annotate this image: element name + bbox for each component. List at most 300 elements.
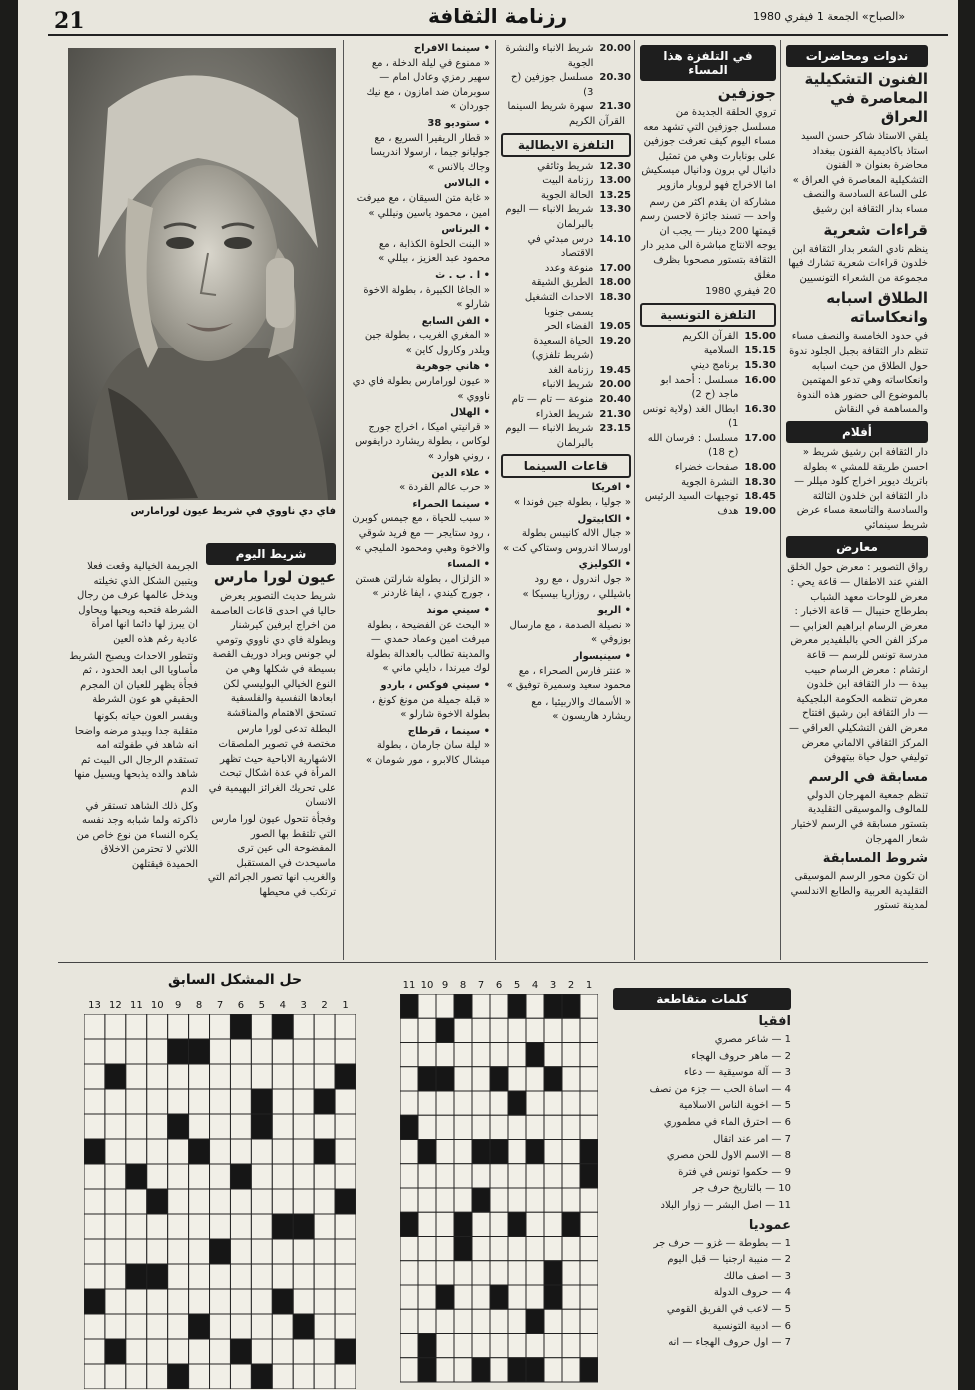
crossword-cell[interactable] — [418, 1358, 436, 1382]
crossword-cell[interactable] — [508, 1334, 526, 1358]
solution-cell — [105, 1289, 126, 1314]
crossword-cell[interactable] — [472, 1188, 490, 1212]
crossword-cell[interactable] — [454, 1334, 472, 1358]
crossword-clue: 3 — آلة موسيقية — دعاء — [684, 1067, 791, 1079]
crossword-cell[interactable] — [508, 1018, 526, 1042]
cinema-film: « عنتر فارس الصحراء ، مع محمود سعيد وسميرة توفيق » — [506, 665, 631, 692]
grid-column-number: 9 — [441, 980, 449, 991]
solution-cell — [189, 1214, 210, 1239]
crossword-cell[interactable] — [472, 1358, 490, 1382]
cinema-entry — [350, 360, 490, 404]
solution-cell — [251, 1189, 272, 1214]
crossword-cell[interactable] — [418, 1043, 436, 1067]
article-body: تروي الحلقة الجديدة من مسلسل جوزفين التي تشهد معه مساء اليوم كيف تعرفت جوزفين على بونابارت وهي من تمثيل دانيال لي برون ودانيال ميسكيش اما الاخراج فهو لروبار مازوير — [641, 107, 776, 191]
tv-tonight-banner: في التلفزة هذا المساء — [640, 45, 776, 81]
crossword-cell[interactable] — [562, 1261, 580, 1285]
crossword-cell[interactable] — [418, 1115, 436, 1139]
crossword-cell[interactable] — [436, 1067, 454, 1091]
crossword-cell[interactable] — [580, 1188, 598, 1212]
cinema-film: « حرب عالم القردة » — [399, 482, 490, 494]
crossword-cell[interactable] — [472, 994, 490, 1018]
crossword-cell[interactable] — [490, 1164, 508, 1188]
schedule-row — [501, 291, 631, 320]
crossword-cell[interactable] — [544, 1309, 562, 1333]
crossword-cell[interactable] — [580, 1091, 598, 1115]
crossword-cell[interactable] — [508, 1140, 526, 1164]
crossword-cell[interactable] — [454, 1212, 472, 1236]
solution-cell — [230, 1364, 251, 1389]
crossword-cell[interactable] — [508, 1212, 526, 1236]
solution-cell — [251, 1039, 272, 1064]
grid-column-number: 2 — [567, 980, 575, 991]
crossword-cell[interactable] — [544, 1334, 562, 1358]
crossword-cell[interactable] — [454, 1067, 472, 1091]
schedule-row — [501, 378, 631, 393]
crossword-cell[interactable] — [580, 1164, 598, 1188]
solution-cell — [335, 1089, 356, 1114]
crossword-cell[interactable] — [580, 1043, 598, 1067]
crossword-cell[interactable] — [544, 1018, 562, 1042]
crossword-cell[interactable] — [418, 1212, 436, 1236]
crossword-cell[interactable] — [544, 1140, 562, 1164]
crossword-cell[interactable] — [436, 994, 454, 1018]
crossword-clue: 4 — اساة الحب — جزء من نصف — [649, 1083, 791, 1095]
crossword-cell[interactable] — [490, 1188, 508, 1212]
crossword-cell[interactable] — [526, 1164, 544, 1188]
article-body: دار الثقافة ابن رشيق شريط « احسن طريقة للمشي » بطولة باتريك ديوير اخراج كلود ميللر — دار الثقافة ابن خلدون الثالثة والسادسة والتاسعة مساء عرض شريط سينمائي — [794, 446, 928, 531]
crossword-cell[interactable] — [526, 1309, 544, 1333]
crossword-cell[interactable] — [562, 1018, 580, 1042]
crossword-cell[interactable] — [436, 1358, 454, 1382]
crossword-cell[interactable] — [418, 1188, 436, 1212]
solution-cell — [126, 1189, 147, 1214]
solution-cell — [230, 1014, 251, 1039]
crossword-cell[interactable] — [454, 1358, 472, 1382]
crossword-cell[interactable] — [562, 1309, 580, 1333]
schedule-time: 18.45 — [744, 491, 776, 503]
solution-cell — [272, 1264, 293, 1289]
crossword-cell[interactable] — [400, 1212, 418, 1236]
grid-column-number: 5 — [258, 1000, 266, 1011]
crossword-cell[interactable] — [562, 1043, 580, 1067]
solution-cell — [210, 1089, 231, 1114]
crossword-cell[interactable] — [418, 994, 436, 1018]
crossword-cell[interactable] — [472, 1140, 490, 1164]
crossword-cell[interactable] — [544, 1164, 562, 1188]
solution-cell — [105, 1214, 126, 1239]
crossword-cell[interactable] — [436, 1212, 454, 1236]
crossword-cell[interactable] — [508, 1115, 526, 1139]
solution-cell — [84, 1164, 105, 1189]
solution-cell — [147, 1189, 168, 1214]
crossword-clue: 2 — منيبة ارجنيا — قبل اليوم — [667, 1254, 791, 1266]
crossword-cell[interactable] — [580, 1237, 598, 1261]
crossword-cell[interactable] — [580, 1334, 598, 1358]
crossword-cell[interactable] — [562, 1164, 580, 1188]
crossword-cell[interactable] — [562, 1140, 580, 1164]
crossword-cell[interactable] — [580, 1140, 598, 1164]
crossword-cell[interactable] — [418, 1164, 436, 1188]
crossword-cell[interactable] — [526, 1188, 544, 1212]
solution-cell — [210, 1189, 231, 1214]
crossword-cell[interactable] — [418, 1237, 436, 1261]
cinema-entry — [501, 696, 631, 725]
crossword-cell[interactable] — [454, 1261, 472, 1285]
exhibits-banner: معارض — [786, 536, 928, 558]
solution-cell — [272, 1314, 293, 1339]
crossword-cell[interactable] — [544, 994, 562, 1018]
crossword-cell[interactable] — [526, 1212, 544, 1236]
solution-cell — [335, 1164, 356, 1189]
solution-cell — [210, 1339, 231, 1364]
schedule-row — [501, 71, 631, 100]
crossword-cell[interactable] — [472, 1285, 490, 1309]
crossword-cell[interactable] — [436, 1309, 454, 1333]
crossword-clue: 8 — الاسم الاول للحن مصري — [666, 1150, 791, 1162]
crossword-cell[interactable] — [490, 1115, 508, 1139]
crossword-cell[interactable] — [472, 1091, 490, 1115]
solution-cell — [168, 1364, 189, 1389]
crossword-cell[interactable] — [544, 1115, 562, 1139]
crossword-cell[interactable] — [400, 1261, 418, 1285]
crossword-cell[interactable] — [562, 1334, 580, 1358]
crossword-cell[interactable] — [580, 994, 598, 1018]
crossword-cell[interactable] — [526, 1237, 544, 1261]
across-clues — [613, 1033, 791, 1214]
crossword-cell[interactable] — [400, 1018, 418, 1042]
crossword-cell[interactable] — [526, 1261, 544, 1285]
crossword-clue: 4 — حروف الدولة — [713, 1287, 791, 1299]
crossword-cell[interactable] — [400, 1285, 418, 1309]
solution-cell — [84, 1239, 105, 1264]
crossword-cell[interactable] — [544, 1188, 562, 1212]
header-rule — [48, 34, 948, 36]
crossword-cell[interactable] — [454, 1237, 472, 1261]
solution-cell — [230, 1189, 251, 1214]
crossword-cell[interactable] — [490, 1140, 508, 1164]
crossword-cell[interactable] — [526, 1285, 544, 1309]
crossword-cell[interactable] — [508, 1067, 526, 1091]
solution-cell — [168, 1339, 189, 1364]
crossword-cell[interactable] — [490, 1358, 508, 1382]
schedule-row — [501, 408, 631, 423]
solution-cell — [314, 1239, 335, 1264]
crossword-cell[interactable] — [508, 1188, 526, 1212]
solution-cell — [335, 1114, 356, 1139]
crossword-cell[interactable] — [580, 1067, 598, 1091]
crossword-cell[interactable] — [472, 1309, 490, 1333]
crossword-cell[interactable] — [454, 1285, 472, 1309]
solution-cell — [314, 1089, 335, 1114]
solution-cell — [189, 1239, 210, 1264]
solution-cell — [272, 1064, 293, 1089]
solution-cell — [105, 1189, 126, 1214]
crossword-cell[interactable] — [418, 1018, 436, 1042]
crossword-cell[interactable] — [490, 1285, 508, 1309]
solution-cell — [210, 1214, 231, 1239]
schedule-program: النشرة الجوية — [681, 476, 739, 488]
solution-cell — [84, 1289, 105, 1314]
schedule-program: رزنامة الغد — [548, 364, 594, 376]
cinema-hall: • سيني فوكس ، باردو — [380, 679, 490, 691]
deadline: 20 فيفري 1980 — [705, 286, 776, 298]
grid-column-number: 11 — [402, 980, 416, 991]
film-of-day-col-right — [206, 540, 336, 955]
crossword-cell[interactable] — [562, 1067, 580, 1091]
crossword-cell[interactable] — [400, 1188, 418, 1212]
crossword-cell[interactable] — [436, 1188, 454, 1212]
solution-grid — [84, 1000, 356, 1390]
crossword-cell[interactable] — [400, 1309, 418, 1333]
grid-column-number: 2 — [321, 1000, 328, 1011]
cinema-hall: • البالاس — [443, 178, 490, 190]
crossword-cell[interactable] — [580, 1212, 598, 1236]
cinema-film: « جوليا ، بطولة جين فوندا » — [513, 497, 631, 509]
actress-photo — [68, 48, 336, 500]
crossword-cell[interactable] — [490, 1212, 508, 1236]
solution-cell — [189, 1364, 210, 1389]
schedule-program: الاحداث التشغيل يسمى جنوبا — [524, 291, 594, 318]
crossword-cell[interactable] — [580, 1358, 598, 1382]
solution-cell — [168, 1289, 189, 1314]
crossword-cell[interactable] — [490, 1018, 508, 1042]
crossword-cell[interactable] — [580, 1285, 598, 1309]
schedule-row — [640, 403, 776, 432]
schedule-time: 14.10 — [599, 233, 631, 245]
solution-cell — [168, 1014, 189, 1039]
solution-cell — [314, 1214, 335, 1239]
crossword-cell[interactable] — [436, 1285, 454, 1309]
crossword-cell[interactable] — [508, 1043, 526, 1067]
crossword-cell[interactable] — [526, 1091, 544, 1115]
tunisian-tv-banner: التلفزة التونسية — [640, 303, 776, 327]
crossword-cell[interactable] — [418, 1285, 436, 1309]
crossword-cell[interactable] — [472, 1115, 490, 1139]
solution-cell — [272, 1114, 293, 1139]
grid-column-number: 7 — [216, 1000, 224, 1011]
crossword-cell[interactable] — [400, 1043, 418, 1067]
crossword-cell[interactable] — [526, 1115, 544, 1139]
article-title: مسابقة في الرسم — [808, 769, 928, 785]
crossword-cell[interactable] — [436, 1237, 454, 1261]
cinema-entry — [350, 223, 490, 267]
crossword-cell[interactable] — [508, 994, 526, 1018]
crossword-cell[interactable] — [562, 1188, 580, 1212]
cinema-film: « نصيلة الصدمة ، مع مارسال بوزوفي » — [509, 619, 631, 646]
crossword-cell[interactable] — [508, 1091, 526, 1115]
crossword-cell[interactable] — [454, 1115, 472, 1139]
crossword-cell[interactable] — [418, 1140, 436, 1164]
solution-cell — [230, 1314, 251, 1339]
solution-cell — [314, 1289, 335, 1314]
crossword-cell[interactable] — [544, 1043, 562, 1067]
crossword-cell[interactable] — [490, 1091, 508, 1115]
crossword-clue: 3 — اصف مالك — [723, 1270, 791, 1282]
crossword-cell[interactable] — [472, 1261, 490, 1285]
crossword-cell[interactable] — [436, 1018, 454, 1042]
crossword-cell[interactable] — [454, 1043, 472, 1067]
crossword-cell[interactable] — [508, 1261, 526, 1285]
grid-column-number: 4 — [531, 980, 539, 991]
crossword-cell[interactable] — [472, 1043, 490, 1067]
grid-column-number: 8 — [459, 980, 467, 991]
crossword-cell[interactable] — [472, 1018, 490, 1042]
crossword-cell[interactable] — [490, 1334, 508, 1358]
crossword-cell[interactable] — [580, 1309, 598, 1333]
schedule-time: 18.00 — [744, 462, 776, 474]
solution-cell — [105, 1014, 126, 1039]
crossword-cell[interactable] — [580, 1261, 598, 1285]
solution-cell — [105, 1164, 126, 1189]
crossword-cell[interactable] — [418, 1334, 436, 1358]
crossword-cell[interactable] — [436, 1140, 454, 1164]
film-body: وتتطور الاحداث ويصبح الشريط مأساويا الى ابعد الحدود ، ثم فجأة يظهر للعيان ان المجرم الحقيقي هو عون الشرطة — [69, 650, 198, 706]
crossword-cell[interactable] — [472, 1164, 490, 1188]
solution-cell — [105, 1064, 126, 1089]
schedule-row — [501, 42, 631, 71]
crossword-grid[interactable] — [400, 980, 598, 1380]
solution-cell — [272, 1164, 293, 1189]
crossword-cell[interactable] — [490, 1067, 508, 1091]
crossword-cell[interactable] — [562, 994, 580, 1018]
crossword-cell[interactable] — [544, 1358, 562, 1382]
crossword-cell[interactable] — [580, 1115, 598, 1139]
schedule-time: 20.00 — [599, 379, 631, 391]
cinema-hall: • هاني جوهرية — [415, 361, 490, 373]
crossword-cell[interactable] — [454, 1091, 472, 1115]
crossword-cell[interactable] — [562, 1358, 580, 1382]
crossword-cell[interactable] — [454, 1140, 472, 1164]
crossword-cell[interactable] — [436, 1091, 454, 1115]
solution-cell — [126, 1314, 147, 1339]
crossword-cell[interactable] — [544, 1285, 562, 1309]
crossword-cell[interactable] — [418, 1067, 436, 1091]
crossword-cell[interactable] — [490, 1261, 508, 1285]
crossword-cell[interactable] — [436, 1164, 454, 1188]
crossword-cell[interactable] — [562, 1237, 580, 1261]
solution-cell — [251, 1289, 272, 1314]
crossword-cell[interactable] — [418, 1309, 436, 1333]
schedule-time: 13.30 — [599, 204, 631, 216]
crossword-cell[interactable] — [526, 1334, 544, 1358]
crossword-grid-svg[interactable] — [400, 994, 598, 1384]
solution-cell — [293, 1189, 314, 1214]
crossword-cell[interactable] — [400, 1334, 418, 1358]
crossword-cell[interactable] — [418, 1091, 436, 1115]
crossword-cell[interactable] — [526, 1358, 544, 1382]
film-body: شريط حديث التصوير يعرض حاليا في احدى قاعات العاصمة من اخراج ايرفين كيرشنار وبطولة فاي دي ناووي وتومي لي جونس وبراد دوريف القصة بسيطة في شكلها وهي من النوع الخيالي البوليسي لكن ابعادها النفسية والفلسفية تستحق الاهتمام والمناقشة — [210, 591, 336, 719]
crossword-cell[interactable] — [562, 1091, 580, 1115]
crossword-cell[interactable] — [454, 1309, 472, 1333]
crossword-cell[interactable] — [472, 1067, 490, 1091]
crossword-cell[interactable] — [400, 1358, 418, 1382]
schedule-program: الطريق الشيقة — [531, 277, 594, 289]
crossword-cell[interactable] — [454, 1188, 472, 1212]
crossword-cell[interactable] — [400, 1140, 418, 1164]
crossword-cell[interactable] — [580, 1018, 598, 1042]
crossword-cell[interactable] — [472, 1212, 490, 1236]
crossword-cell[interactable] — [526, 1067, 544, 1091]
crossword-cell[interactable] — [400, 1164, 418, 1188]
crossword-cell[interactable] — [544, 1237, 562, 1261]
crossword-cell[interactable] — [526, 1140, 544, 1164]
crossword-cell[interactable] — [508, 1358, 526, 1382]
crossword-cell[interactable] — [400, 1067, 418, 1091]
crossword-cell[interactable] — [454, 1164, 472, 1188]
crossword-cell[interactable] — [454, 1018, 472, 1042]
crossword-cell[interactable] — [544, 1261, 562, 1285]
crossword-cell[interactable] — [508, 1164, 526, 1188]
crossword-cell[interactable] — [508, 1285, 526, 1309]
crossword-cell[interactable] — [436, 1334, 454, 1358]
crossword-cell[interactable] — [526, 1018, 544, 1042]
solution-cell — [251, 1014, 272, 1039]
crossword-cell[interactable] — [490, 994, 508, 1018]
crossword-cell[interactable] — [454, 994, 472, 1018]
crossword-cell[interactable] — [436, 1043, 454, 1067]
solution-cell — [126, 1014, 147, 1039]
cinema-hall: • الكابيتول — [577, 513, 631, 525]
crossword-cell[interactable] — [400, 994, 418, 1018]
crossword-cell[interactable] — [490, 1237, 508, 1261]
crossword-cell[interactable] — [490, 1309, 508, 1333]
crossword-cell[interactable] — [436, 1261, 454, 1285]
cinema-hall: • علاء الدين — [431, 467, 490, 479]
crossword-cell[interactable] — [562, 1285, 580, 1309]
solution-cell — [210, 1114, 231, 1139]
solution-cell — [251, 1314, 272, 1339]
solution-cell — [272, 1339, 293, 1364]
crossword-cell[interactable] — [544, 1212, 562, 1236]
crossword-cell[interactable] — [400, 1237, 418, 1261]
crossword-cell[interactable] — [472, 1237, 490, 1261]
schedule-program: شريط وثائقي — [537, 160, 594, 172]
crossword-cell[interactable] — [400, 1115, 418, 1139]
crossword-cell[interactable] — [400, 1091, 418, 1115]
crossword-cell[interactable] — [562, 1212, 580, 1236]
crossword-cell[interactable] — [508, 1309, 526, 1333]
crossword-cell[interactable] — [508, 1237, 526, 1261]
crossword-cell[interactable] — [436, 1115, 454, 1139]
crossword-cell[interactable] — [544, 1091, 562, 1115]
crossword-cell[interactable] — [418, 1261, 436, 1285]
solution-cell — [293, 1089, 314, 1114]
crossword-cell[interactable] — [526, 994, 544, 1018]
solution-cell — [251, 1164, 272, 1189]
schedule-program: سهرة شريط السينما — [507, 101, 594, 113]
cinema-entry — [501, 604, 631, 648]
solution-cell — [230, 1214, 251, 1239]
crossword-cell[interactable] — [526, 1043, 544, 1067]
page-number: 21 — [54, 8, 85, 34]
cinema-film: « عيون لورامارس بطولة فاي دي ناووي » — [352, 376, 490, 402]
crossword-cell[interactable] — [562, 1115, 580, 1139]
solution-cell — [335, 1014, 356, 1039]
solution-cell — [189, 1014, 210, 1039]
solution-cell — [147, 1039, 168, 1064]
grid-column-number: 3 — [300, 1000, 307, 1011]
crossword-cell[interactable] — [544, 1067, 562, 1091]
article-body: يلقي الاستاذ شاكر حسن السيد استاذ باكاديمية الفنون ببغداد محاضرة بعنوان « الفنون التشكيلية المعاصرة في العراق » على الساعة السادسة والنصف مساء بدار الثقافة ابن رشيق — [792, 131, 928, 215]
article-body: ان تكون محور الرسم الموسيقى التقليدية العربية والطابع الاندلسي لمدينة تستور — [790, 871, 928, 912]
cinema-hall: • الكوليزي — [578, 559, 631, 571]
solution-cell — [147, 1314, 168, 1339]
schedule-program: مسلسل جوزفين (ح 3) — [510, 72, 594, 98]
crossword-cell[interactable] — [472, 1334, 490, 1358]
solution-grid-svg — [84, 1014, 356, 1389]
solution-cell — [335, 1039, 356, 1064]
crossword-cell[interactable] — [490, 1043, 508, 1067]
